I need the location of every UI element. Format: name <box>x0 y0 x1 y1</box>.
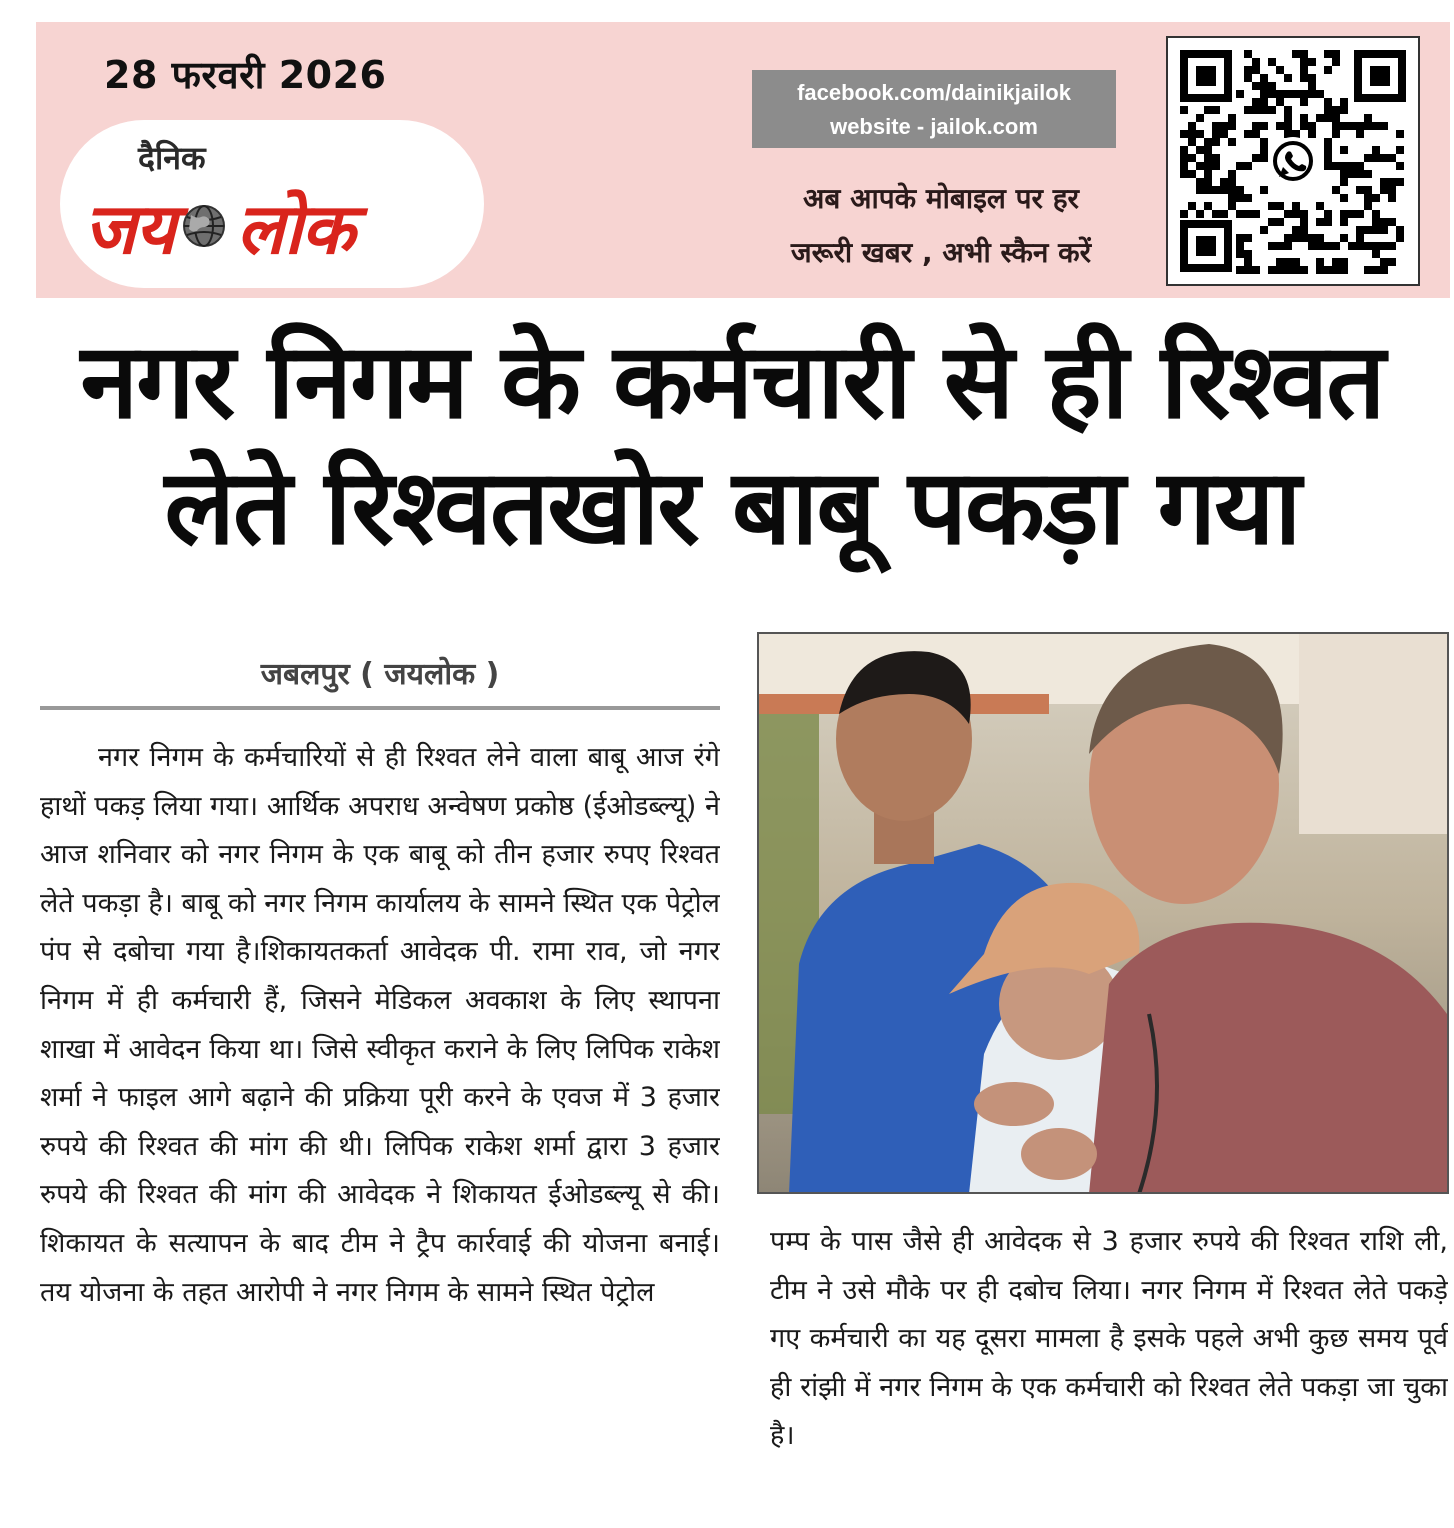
qr-code[interactable] <box>1166 36 1420 286</box>
logo-wordmark <box>84 178 354 274</box>
dateline-divider <box>40 706 720 710</box>
dateline: जबलपुर ( जयलोक ) <box>260 657 500 692</box>
newspaper-logo <box>60 120 484 288</box>
website-link[interactable]: website - jailok.com <box>830 114 1038 139</box>
news-photo <box>757 632 1449 1194</box>
headline-line-2: लेते रिश्वतखोर बाबू पकड़ा गया <box>164 446 1300 568</box>
logo-word-lok: लोक <box>236 188 354 270</box>
logo-subtitle: दैनिक <box>138 139 206 177</box>
headline-line-1: नगर निगम के कर्मचारी से ही रिश्वत <box>80 320 1384 442</box>
promo-line-1: अब आपके मोबाइल पर हर <box>802 182 1080 215</box>
whatsapp-icon <box>1269 137 1317 185</box>
article-body-left: नगर निगम के कर्मचारियों से ही रिश्वत लेने वाला बाबू आज रंगे हाथों पकड़ लिया गया। आर्थिक अपराध अन्वेषण प्रकोष्ठ (ईओडब्ल्यू) ने आज शनिवार को नगर निगम के एक बाबू को तीन हजार रुपए रिश्वत लेते पकड़ा है। बाबू को नगर निगम कार्यालय के सामने स्थित एक पेट्रोल पंप से दबोचा गया है।शिकायतकर्ता आवेदक पी. रामा राव, जो नगर निगम में ही कर्मचारी हैं, जिसने मेडिकल अवकाश के लिए स्थापना शाखा में आवेदन किया था। जिसे स्वीकृत कराने के लिए लिपिक राकेश शर्मा ने फाइल आगे बढ़ाने की प्रक्रिया पूरी करने के एवज में 3 हजार रुपये की रिश्वत की मांग की थी। लिपिक राकेश शर्मा द्वारा 3 हजार रुपये की रिश्वत की मांग की आवेदक ने शिकायत ईओडब्ल्यू से की। शिकायत के सत्यापन के बाद टीम ने ट्रैप कार्रवाई की योजना बनाई। तय योजना के तहत आरोपी ने नगर निगम के सामने स्थित पेट्रोल <box>40 742 720 1308</box>
logo-word-jai: जय <box>84 188 175 270</box>
masthead <box>36 22 1450 298</box>
social-links-box <box>752 70 1116 148</box>
headline <box>20 318 1444 570</box>
facebook-link[interactable]: facebook.com/dainikjailok <box>797 80 1071 105</box>
qr-code-graphic <box>1176 46 1410 276</box>
photo-illustration <box>759 634 1447 1192</box>
article-body-right: पम्प के पास जैसे ही आवेदक से 3 हजार रुपये की रिश्वत राशि ली, टीम ने उसे मौके पर ही दबोच लिया। नगर निगम में रिश्वत लेते पकड़े गए कर्मचारी का यह दूसरा मामला है इसके पहले अभी कुछ समय पूर्व ही रांझी में नगर निगम के एक कर्मचारी को रिश्वत लेते पकड़ा जा चुका है। <box>770 1226 1448 1452</box>
promo-line-2: जरूरी खबर , अभी स्कैन करें <box>790 236 1092 269</box>
issue-date: 28 फरवरी 2026 <box>104 53 387 97</box>
scan-promo <box>736 172 1146 280</box>
globe-icon <box>181 203 227 249</box>
